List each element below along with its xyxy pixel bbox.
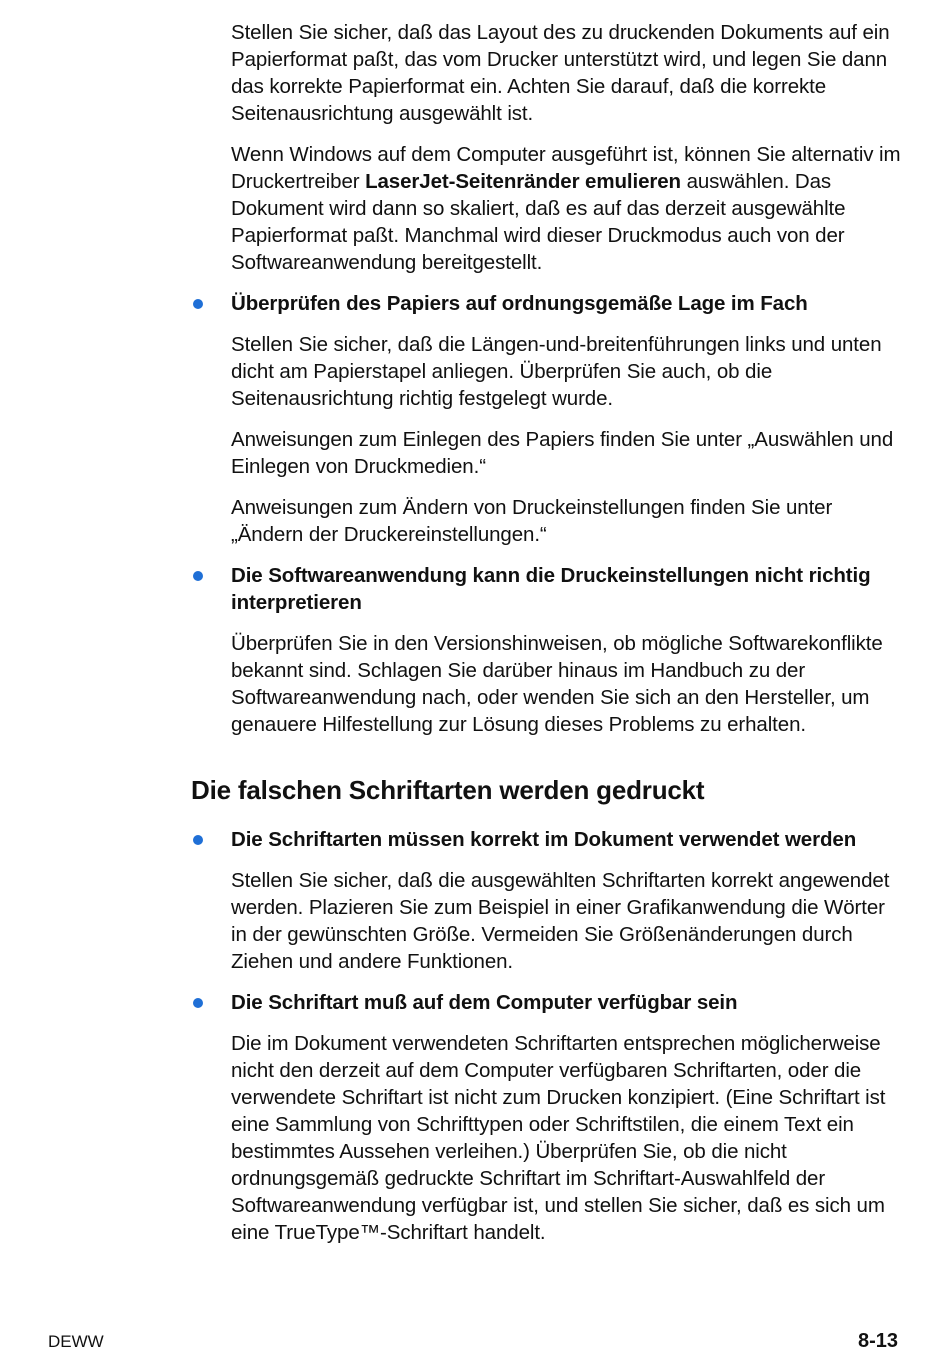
bullet-heading — [231, 562, 903, 616]
paragraph: Stellen Sie sicher, daß die Längen-und-breitenführungen links und unten dicht am Papierstapel anliegen. Überprüfen Sie auch, ob die Seitenausrichtung richtig festgelegt wurde. — [231, 333, 882, 410]
driver-option-name: LaserJet-Seitenränder emulieren — [365, 170, 681, 193]
bullet-heading — [231, 989, 903, 1016]
page-number: 8-13 — [857, 1330, 898, 1352]
paragraph: Stellen Sie sicher, daß das Layout des zu druckenden Dokuments auf ein Papierformat paßt, das vom Drucker unterstützt wird, und legen Sie dann das korrekte Papierformat ein. Achten Sie darauf, daß die korrekte Seitenausrichtung ausgewählt ist. — [231, 21, 890, 125]
footer-doc-code: DEWW — [48, 1332, 104, 1351]
paragraph: Die im Dokument verwendeten Schriftarten entsprechen möglicherweise nicht den derzeit auf dem Computer verfügbaren Schriftarten, oder die verwendete Schriftart ist nicht zum Drucken konzipiert. (Eine Schriftart ist eine Sammlung von Schrifttypen oder Schriftstilen, die einem Text ein bestimmtes Aussehen verleihen.) Überprüfen Sie, ob die nicht ordnungsgemäß gedruckte Schriftart im Schriftart-Auswahlfeld der Softwareanwendung verfügbar ist, und stellen Sie sicher, daß es sich um eine TrueType™-Schriftart handelt. — [231, 1032, 886, 1244]
bullet-dot-icon — [193, 998, 203, 1008]
bullet-heading-text: Die Softwareanwendung kann die Druckeinstellungen nicht richtig interpretieren — [231, 564, 871, 614]
paragraph-text: auswählen. Das Dokument wird dann so skaliert, daß es auf das derzeit ausgewählte Papierformat paßt. Manchmal wird dieser Druckmodus auch von der Softwareanwendung bereitgestellt. — [231, 170, 846, 274]
section-heading: Die falschen Schriftarten werden gedruckt — [191, 775, 705, 805]
page-content — [191, 19, 903, 1260]
bullet-heading — [231, 826, 903, 853]
bullet-heading-text: Die Schriftart muß auf dem Computer verfügbar sein — [231, 991, 738, 1014]
bullet-heading-text: Die Schriftarten müssen korrekt im Dokument verwendet werden — [231, 828, 857, 851]
bullet-dot-icon — [193, 571, 203, 581]
bullet-dot-icon — [193, 835, 203, 845]
paragraph: Stellen Sie sicher, daß die ausgewählten Schriftarten korrekt angewendet werden. Plazieren Sie zum Beispiel in einer Grafikanwendung die Wörter in der gewünschten Größe. Vermeiden Sie Größenänderungen durch Ziehen und andere Funktionen. — [231, 869, 890, 973]
paragraph-text: Wenn Windows auf dem Computer ausgeführt ist, können Sie alternativ im Druckertreiber — [231, 143, 901, 193]
paragraph: Anweisungen zum Ändern von Druckeinstellungen finden Sie unter „Ändern der Druckereinstellungen.“ — [231, 496, 833, 546]
bullet-dot-icon — [193, 299, 203, 309]
paragraph — [231, 141, 903, 276]
paragraph: Überprüfen Sie in den Versionshinweisen, ob mögliche Softwarekonflikte bekannt sind. Schlagen Sie darüber hinaus im Handbuch zu der Softwareanwendung nach, oder wenden Sie sich an den Hersteller, um genauere Hilfestellung zur Lösung dieses Problems zu erhalten. — [231, 632, 883, 736]
paragraph: Anweisungen zum Einlegen des Papiers finden Sie unter „Auswählen und Einlegen von Druckmedien.“ — [231, 428, 894, 478]
bullet-heading-text: Überprüfen des Papiers auf ordnungsgemäße Lage im Fach — [231, 292, 808, 315]
bullet-heading — [231, 290, 903, 317]
